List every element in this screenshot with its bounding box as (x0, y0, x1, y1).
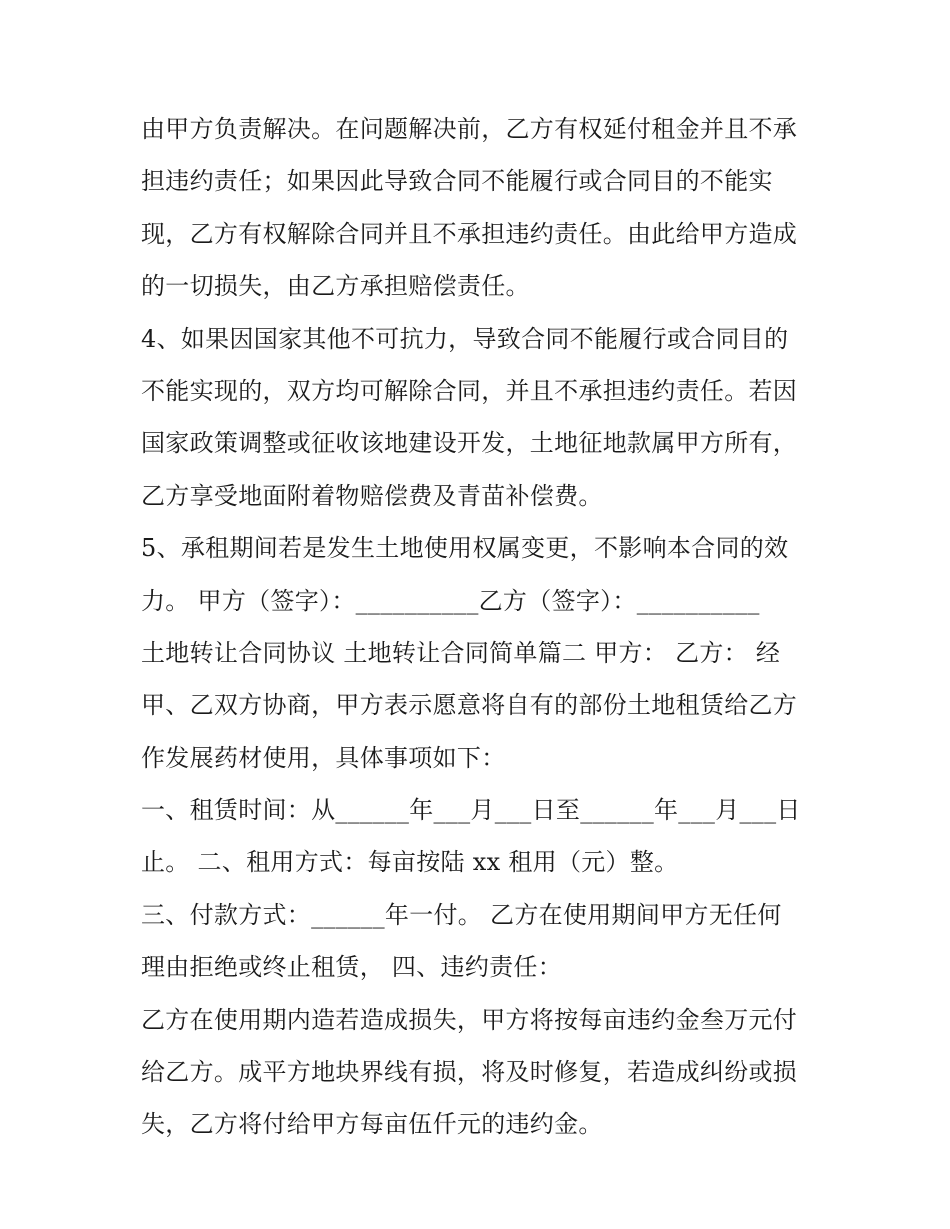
text-line: 力。 甲方（签字）：__________乙方（签字）：__________ (141, 586, 760, 615)
text-line: 不能实现的，双方均可解除合同，并且不承担违约责任。若因 (141, 376, 798, 405)
text-line: 现，乙方有权解除合同并且不承担违约责任。由此给甲方造成 (141, 219, 798, 248)
text-line: 乙方在使用期内造若造成损失，甲方将按每亩违约金叁万元付 (141, 1005, 798, 1034)
text-line: 4、如果因国家其他不可抗力，导致合同不能履行或合同目的 (141, 324, 789, 353)
text-line: 的一切损失，由乙方承担赔偿责任。 (141, 272, 530, 301)
text-line: 三、付款方式：______年一付。 乙方在使用期间甲方无任何 (141, 900, 782, 929)
text-line: 作发展药材使用，具体事项如下： (141, 743, 506, 772)
text-line: 国家政策调整或征收该地建设开发，土地征地款属甲方所有， (141, 429, 798, 458)
text-line: 失，乙方将付给甲方每亩伍仟元的违约金。 (141, 1110, 603, 1139)
document-body (141, 103, 821, 1151)
text-line: 止。 二、租用方式：每亩按陆 xx 租用（元）整。 (141, 848, 679, 877)
text-line: 由甲方负责解决。在问题解决前，乙方有权延付租金并且不承 (141, 115, 798, 143)
text-line: 给乙方。成平方地块界线有损，将及时修复，若造成纠纷或损 (141, 1058, 798, 1087)
text-line: 5、承租期间若是发生土地使用权属变更，不影响本合同的效 (141, 534, 789, 563)
text-line: 甲、乙双方协商，甲方表示愿意将自有的部份土地租赁给乙方 (141, 691, 798, 720)
text-line: 一、租赁时间：从______年___月___日至______年___月___日 (141, 796, 801, 825)
text-line: 理由拒绝或终止租赁， 四、违约责任： (141, 953, 563, 982)
text-line: 担违约责任；如果因此导致合同不能履行或合同目的不能实 (141, 167, 773, 196)
text-line: 乙方享受地面附着物赔偿费及青苗补偿费。 (141, 481, 603, 510)
text-line: 土地转让合同协议 土地转让合同简单篇二 甲方： 乙方： 经 (141, 638, 781, 667)
